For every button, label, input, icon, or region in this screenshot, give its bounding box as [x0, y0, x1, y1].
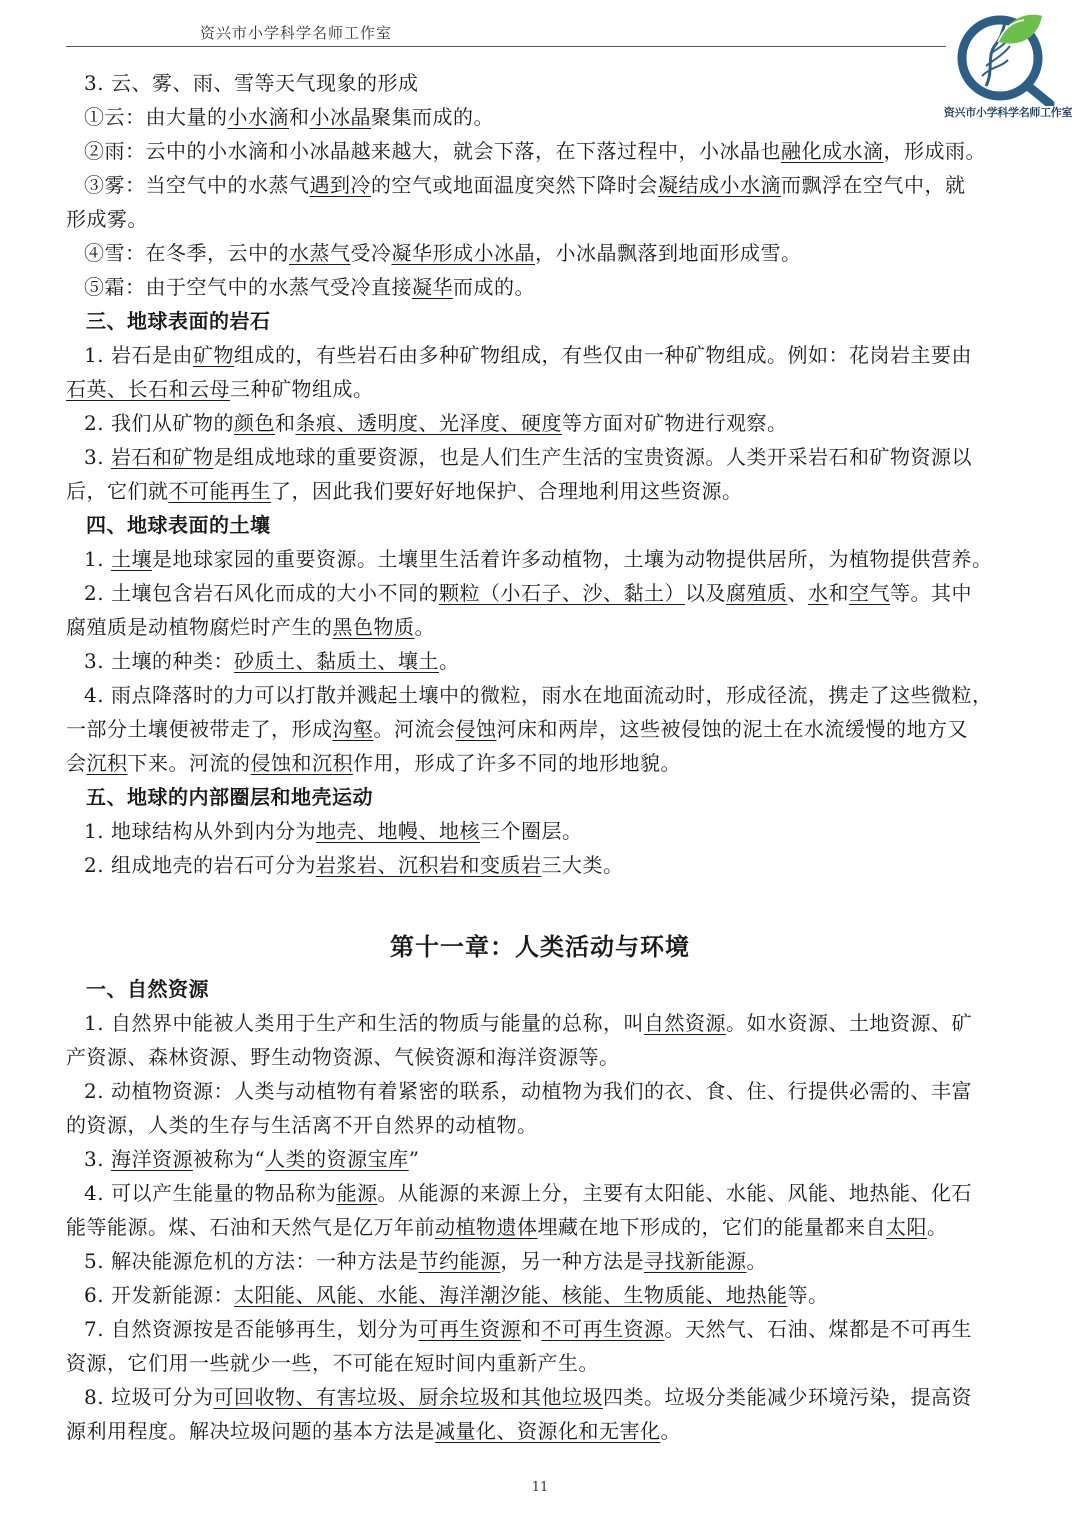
text-segment: ①云：由大量的: [84, 105, 228, 129]
text-segment: 五、地球的内部圈层和地壳运动: [86, 785, 373, 809]
text-line: [66, 716, 1016, 742]
text-segment: 的资源，人类的生存与生活离不开自然界的动植物。: [66, 1113, 538, 1137]
text-segment: 5. 解决能源危机的方法：一种方法是: [84, 1249, 419, 1273]
chapter-title: 第十一章：人类活动与环境: [390, 933, 690, 961]
header-divider: [66, 46, 946, 47]
text-line: [84, 172, 1034, 198]
underlined-term: 砂质土、黏质土、壤土: [233, 649, 439, 673]
underlined-term: 小冰晶: [309, 105, 371, 129]
text-line: [66, 376, 1016, 402]
underlined-term: 遇到冷: [309, 173, 371, 197]
text-line: [66, 206, 1016, 232]
text-segment: 和: [274, 411, 296, 435]
text-segment: 和: [520, 1317, 542, 1341]
text-line: [84, 852, 1034, 878]
text-line: [84, 682, 1034, 708]
text-segment: 埋藏在地下形成的，它们的能量都来自: [537, 1215, 886, 1239]
text-segment: 。: [746, 1249, 767, 1273]
underlined-term: 动植物遗体: [435, 1215, 538, 1239]
text-segment: 4. 雨点降落时的力可以打散并溅起土壤中的微粒，雨水在地面流动时，形成径流，携走了这些微粒，: [84, 683, 993, 707]
text-segment: 2. 动植物资源：人类与动植物有着紧密的联系，动植物为我们的衣、食、住、行提供必需的、丰富: [84, 1079, 972, 1103]
text-segment: 三、地球表面的岩石: [86, 309, 271, 333]
text-segment: 1. 自然界中能被人类用于生产和生活的物质与能量的总称，叫: [84, 1011, 644, 1035]
logo: [938, 6, 1078, 120]
text-line: [84, 342, 1034, 368]
text-line: [66, 1350, 1016, 1376]
text-line: [66, 478, 1016, 504]
underlined-term: 凝华: [412, 275, 453, 299]
text-line: [84, 1384, 1034, 1410]
text-segment: 。: [438, 649, 460, 673]
text-segment: 4. 可以产生能量的物品称为: [84, 1181, 337, 1205]
underlined-term: 可再生资源: [418, 1317, 521, 1341]
logo-caption: 资兴市小学科学名师工作室: [943, 106, 1073, 119]
underlined-term: 矿物: [192, 343, 234, 367]
text-segment: 产资源、森林资源、野生动物资源、气候资源和海洋资源等。: [66, 1045, 620, 1069]
text-line: [84, 138, 1034, 164]
text-segment: 2. 我们从矿物的: [84, 411, 234, 435]
text-segment: 和: [289, 105, 310, 129]
text-line: [84, 1180, 1034, 1206]
text-segment: 会: [66, 751, 87, 775]
text-segment: 三个圈层。: [479, 819, 583, 843]
text-line: [66, 750, 1016, 776]
text-segment: 7. 自然资源按是否能够再生，划分为: [84, 1317, 419, 1341]
text-segment: 1. 岩石是由: [84, 343, 193, 367]
page-number: 11: [531, 1480, 549, 1495]
text-segment: 一部分土壤便被带走了，形成: [66, 717, 333, 741]
underlined-term: 节约能源: [418, 1249, 501, 1273]
text-segment: 。: [414, 615, 435, 639]
text-segment: ，另一种方法是: [500, 1249, 644, 1273]
text-segment: 3. 土壤的种类：: [84, 649, 234, 673]
text-segment: 形成雾。: [66, 207, 148, 231]
underlined-term: 黑色物质: [332, 615, 415, 639]
underlined-term: 条痕、透明度、光泽度、硬度: [295, 411, 562, 435]
text-segment: 了，因此我们要好好地保护、合理地利用这些资源。: [271, 479, 743, 503]
text-segment: ⑤霜：由于空气中的水蒸气受冷直接: [84, 275, 412, 299]
underlined-term: 石英、长石和云母: [66, 377, 230, 401]
text-segment: 等。: [787, 1283, 829, 1307]
section-heading: [86, 976, 1036, 1002]
text-segment: 1. 地球结构从外到内分为: [84, 819, 316, 843]
text-segment: 。: [660, 1419, 681, 1443]
underlined-term: 空气: [848, 581, 890, 605]
text-segment: 。天然气、石油、煤都是不可再生: [664, 1317, 972, 1341]
text-segment: ④雪：在冬季，云中的: [84, 241, 289, 265]
text-line: [66, 1418, 1016, 1444]
text-segment: 3.: [84, 445, 111, 469]
section-heading: [86, 308, 1036, 334]
text-segment: 河床和两岸，这些被侵蚀的泥土在水流缓慢的地方又: [496, 717, 968, 741]
header-title: 资兴市小学科学名师工作室: [200, 24, 393, 42]
text-line: [84, 1316, 1034, 1342]
section-heading: [86, 512, 1036, 538]
underlined-term: 沟壑: [332, 717, 374, 741]
text-segment: 。河流会: [373, 717, 456, 741]
text-line: [66, 1112, 1016, 1138]
underlined-term: 沉积: [86, 751, 128, 775]
underlined-term: 侵蚀和沉积: [250, 751, 353, 775]
text-segment: 和: [828, 581, 849, 605]
text-segment: 的空气或地面温度突然下降时会: [371, 173, 658, 197]
text-line: [84, 1078, 1034, 1104]
text-segment: 3.: [84, 1147, 111, 1171]
text-segment: 3. 云、雾、雨、雪等天气现象的形成: [84, 71, 419, 95]
text-segment: 源利用程度。解决垃圾问题的基本方法是: [66, 1419, 435, 1443]
text-line: [84, 1248, 1034, 1274]
text-segment: 8. 垃圾可分为: [84, 1385, 214, 1409]
underlined-term: 侵蚀: [455, 717, 497, 741]
text-line: [84, 818, 1034, 844]
text-segment: ，小冰晶飘落到地面形成雪。: [535, 241, 802, 265]
text-line: [84, 580, 1034, 606]
text-line: [84, 444, 1034, 470]
text-segment: 等方面对矿物进行观察。: [561, 411, 788, 435]
text-segment: 受冷: [350, 241, 392, 265]
underlined-term: 减量化、资源化和无害化: [435, 1419, 661, 1443]
text-segment: 。: [927, 1215, 948, 1239]
text-segment: 而成的。: [453, 275, 535, 299]
text-segment: 能等能源。煤、石油和天然气是亿万年前: [66, 1215, 435, 1239]
text-segment: 1.: [84, 547, 111, 571]
underlined-term: 寻找新能源: [643, 1249, 747, 1273]
text-segment: 腐殖质是动植物腐烂时产生的: [66, 615, 333, 639]
text-segment: 以及: [684, 581, 726, 605]
text-line: [84, 274, 1034, 300]
underlined-term: 腐殖质: [725, 581, 788, 605]
underlined-term: 水: [807, 581, 829, 605]
underlined-term: 岩石和矿物: [110, 445, 214, 469]
text-line: [84, 410, 1034, 436]
underlined-term: 不可能再生: [168, 479, 271, 503]
text-segment: 2. 组成地壳的岩石可分为: [84, 853, 316, 877]
text-segment: ③雾：当空气中的水蒸气: [84, 173, 310, 197]
text-segment: 资源，它们用一些就少一些，不可能在短时间内重新产生。: [66, 1351, 599, 1375]
text-segment: 是组成地球的重要资源，也是人们生产生活的宝贵资源。人类开采岩石和矿物资源以: [213, 445, 972, 469]
text-segment: 四、地球表面的土壤: [86, 513, 271, 537]
text-segment: ，形成雨。: [883, 139, 986, 163]
text-segment: 后，它们就: [66, 479, 169, 503]
underlined-term: 太阳能、风能、水能、海洋潮汐能、核能、生物质能、地热能: [233, 1283, 788, 1307]
text-segment: ②雨：云中的小水滴和小冰晶越来越大，就会下落，在下落过程中，小冰晶也: [84, 139, 781, 163]
text-segment: 作用，形成了许多不同的地形地貌。: [353, 751, 681, 775]
underlined-term: 太阳: [886, 1215, 927, 1239]
underlined-term: 岩浆岩、沉积岩和变质岩: [315, 853, 542, 877]
underlined-term: 水蒸气: [289, 241, 351, 265]
underlined-term: 能源: [336, 1181, 378, 1205]
text-line: [84, 240, 1034, 266]
underlined-term: 小水滴: [227, 105, 289, 129]
text-line: [84, 1282, 1034, 1308]
text-segment: 下来。河流的: [127, 751, 251, 775]
underlined-term: 地壳、地幔、地核: [315, 819, 480, 843]
text-line: [84, 546, 1034, 572]
text-segment: 一、自然资源: [86, 977, 209, 1001]
underlined-term: 融化成水滴: [781, 139, 884, 163]
underlined-term: 人类的资源宝库: [265, 1147, 409, 1171]
text-segment: 是地球家园的重要资源。土壤里生活着许多动植物，土壤为动物提供居所，为植物提供营养。: [151, 547, 993, 571]
text-line: [84, 104, 1034, 130]
text-segment: 三种矿物组成。: [230, 377, 374, 401]
text-segment: 、: [787, 581, 808, 605]
text-segment: ”: [408, 1147, 420, 1171]
section-heading: [86, 784, 1036, 810]
underlined-term: 不可再生资源: [541, 1317, 665, 1341]
text-segment: 三大类。: [541, 853, 624, 877]
text-line: [66, 1044, 1016, 1070]
text-segment: 四类。垃圾分类能减少环境污染，提高资: [602, 1385, 972, 1409]
text-line: [84, 1146, 1034, 1172]
text-segment: 而飘浮在空气中，就: [781, 173, 966, 197]
text-segment: 2. 土壤包含岩石风化而成的大小不同的: [84, 581, 439, 605]
text-line: [66, 614, 1016, 640]
text-segment: 聚集而成的。: [371, 105, 494, 129]
underlined-term: 颗粒（小石子、沙、黏土）: [438, 581, 685, 605]
underlined-term: 颜色: [233, 411, 275, 435]
text-line: [84, 648, 1034, 674]
underlined-term: 凝结成小水滴: [658, 173, 781, 197]
text-line: [66, 1214, 1016, 1240]
text-segment: 6. 开发新能源：: [84, 1283, 234, 1307]
underlined-term: 海洋资源: [110, 1147, 193, 1171]
underlined-term: 自然资源: [643, 1011, 726, 1035]
underlined-term: 土壤: [110, 547, 152, 571]
text-segment: 。从能源的来源上分，主要有太阳能、水能、风能、地热能、化石: [377, 1181, 972, 1205]
underlined-term: 可回收物、有害垃圾、厨余垃圾和其他垃圾: [213, 1385, 603, 1409]
text-line: [84, 1010, 1034, 1036]
text-segment: 被称为“: [192, 1147, 266, 1171]
text-segment: 等。其中: [889, 581, 972, 605]
text-segment: 组成的，有些岩石由多种矿物组成，有些仅由一种矿物组成。例如：花岗岩主要由: [233, 343, 972, 367]
underlined-term: 凝华形成小冰晶: [391, 241, 535, 265]
text-line: [84, 70, 1034, 96]
text-segment: 。如水资源、土地资源、矿: [725, 1011, 972, 1035]
